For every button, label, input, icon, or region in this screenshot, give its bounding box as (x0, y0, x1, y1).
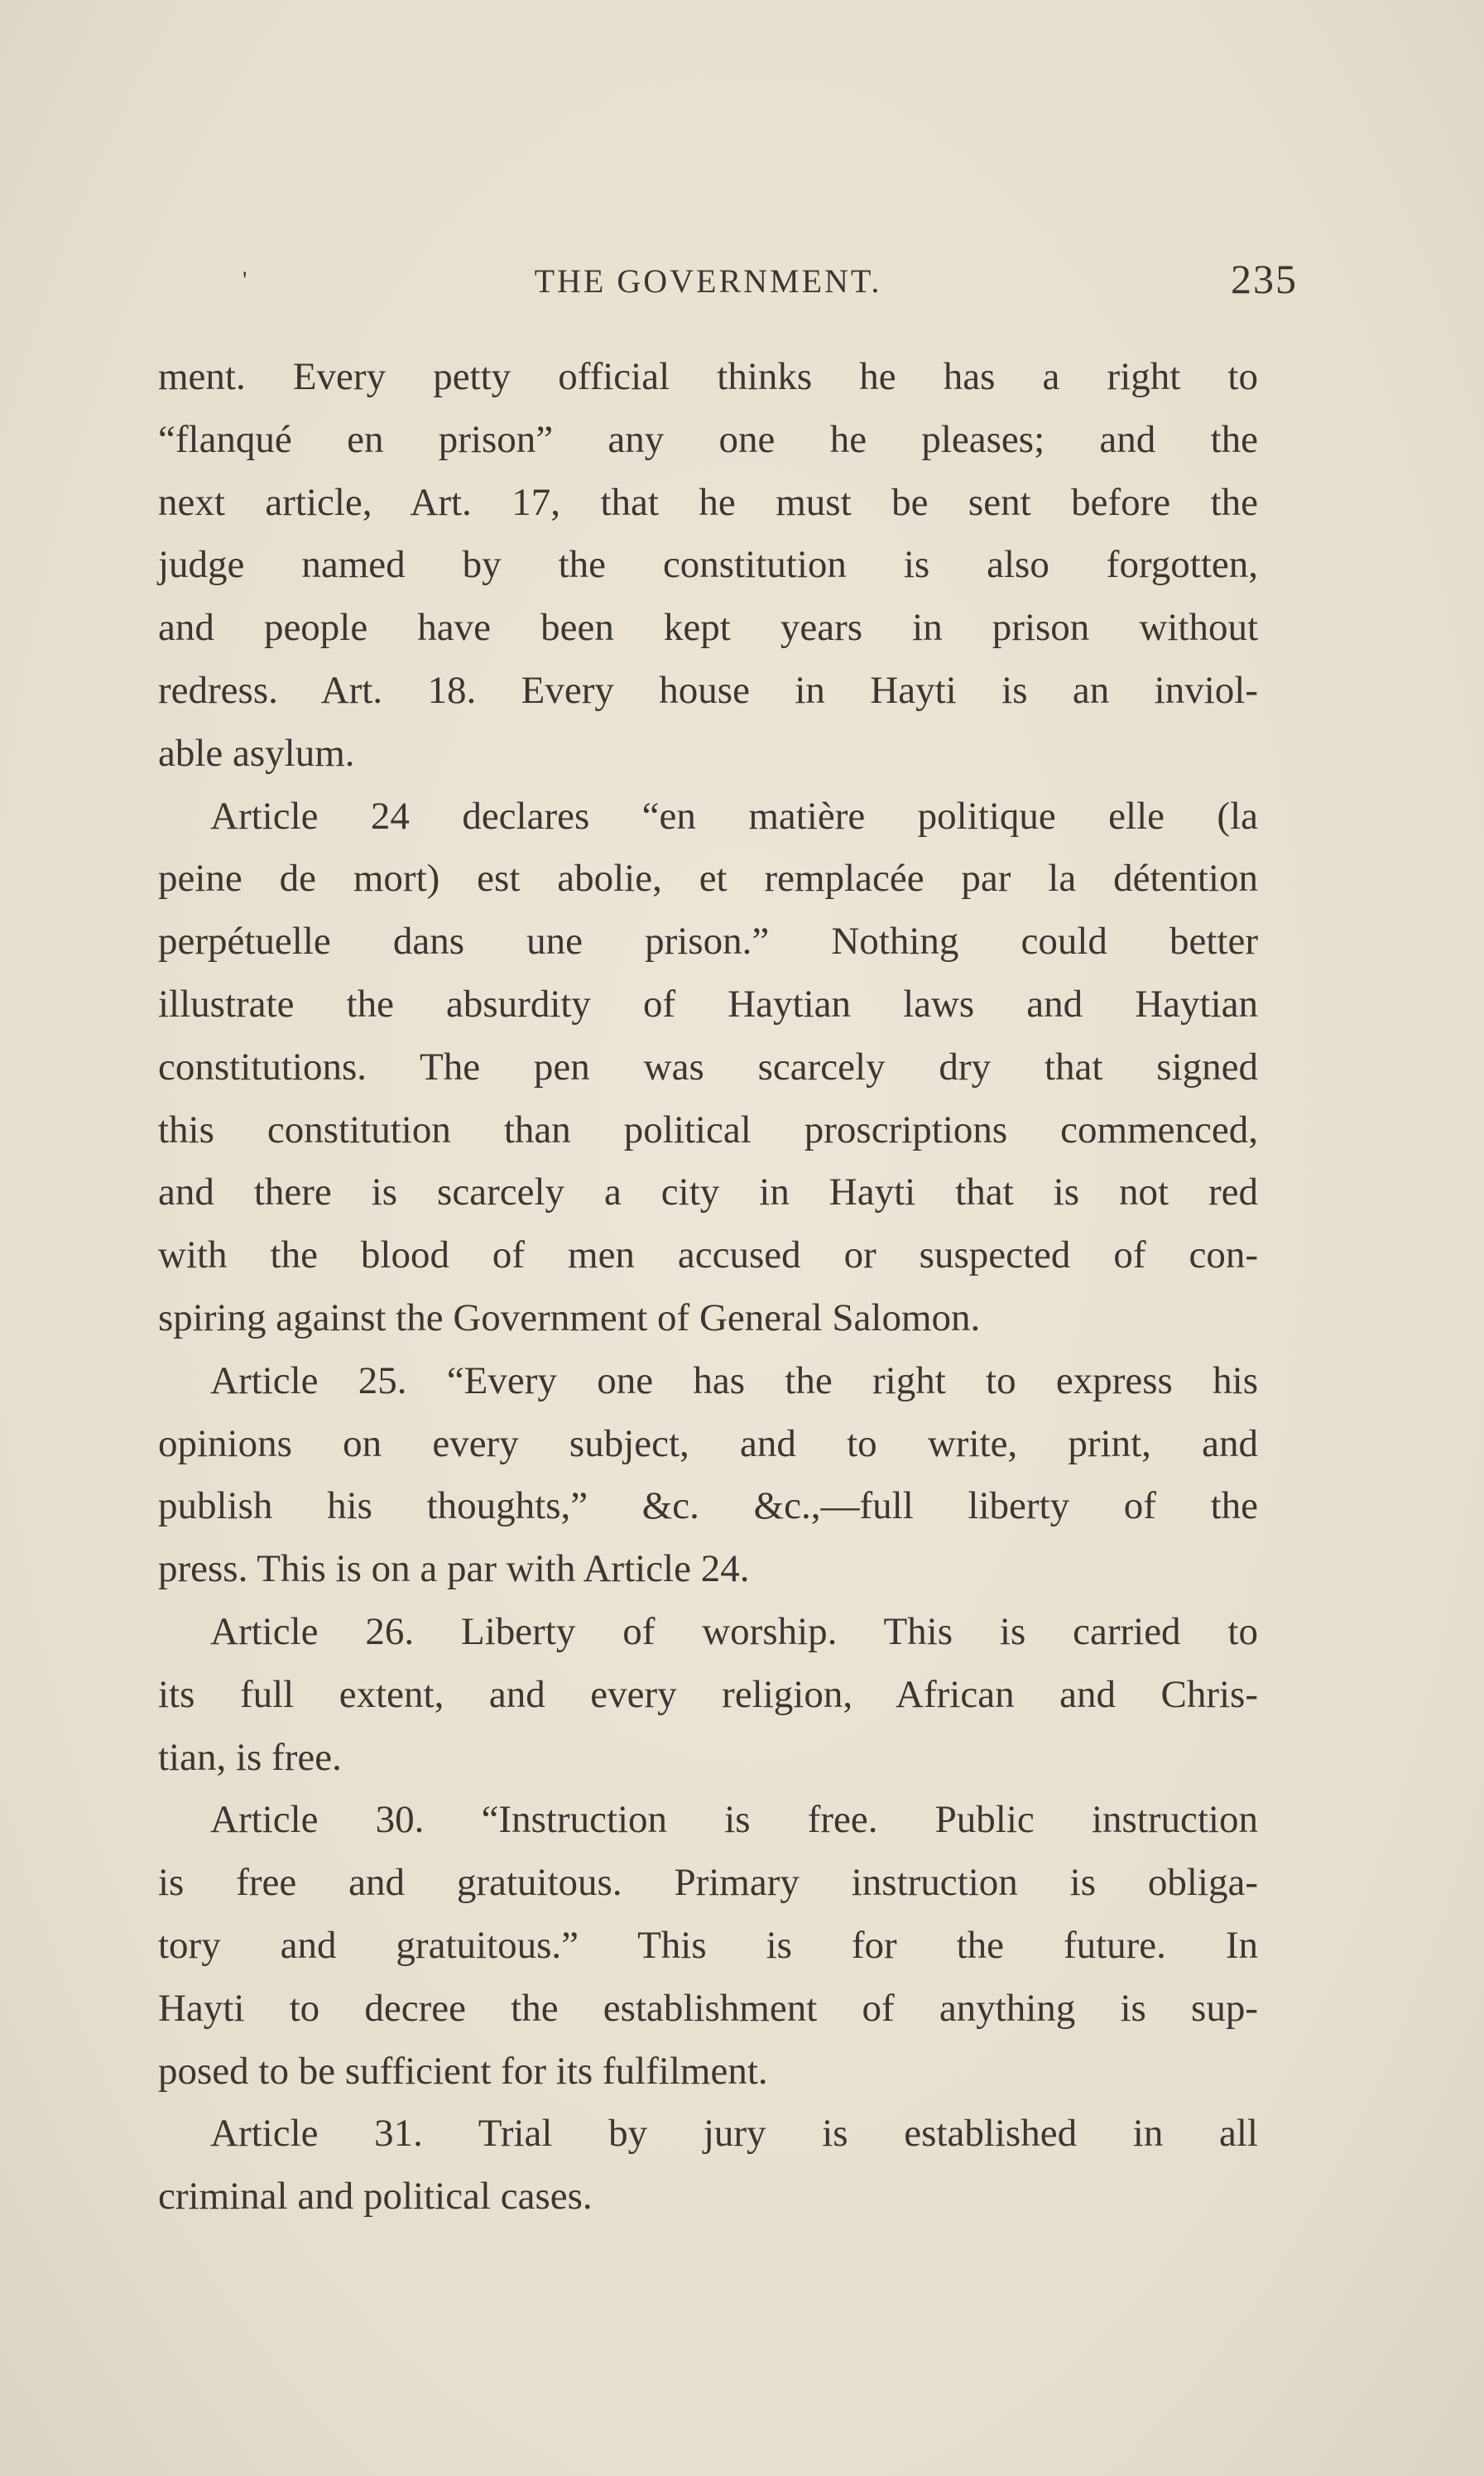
text-line: Article 25. “Every one has the right to express his (210, 1358, 1258, 1402)
text-line: opinions on every subject, and to write, print, and (158, 1421, 1258, 1465)
running-head (158, 255, 1298, 305)
body-text (158, 346, 1258, 2228)
text-line: Article 31. Trial by jury is established in all (210, 2112, 1258, 2156)
text-line: its full extent, and every religion, African and Chris- (158, 1672, 1258, 1716)
text-line: illustrate the absurdity of Haytian laws and Haytian (158, 982, 1258, 1026)
text-line: “flanqué en prison” any one he pleases; and the (158, 417, 1258, 461)
text-line: publish his thoughts,” &c. &c.,—full liberty of the (158, 1484, 1258, 1528)
text-line: judge named by the constitution is also forgotten, (158, 543, 1258, 587)
text-line: spiring against the Government of General Salomon. (158, 1296, 981, 1339)
text-line: Article 24 declares “en matière politique elle (la (210, 794, 1258, 838)
text-line: Article 30. “Instruction is free. Public instruction (210, 1798, 1258, 1842)
print-mark: ' (243, 267, 247, 294)
text-line: is free and gratuitous. Primary instruction is obliga- (158, 1861, 1258, 1905)
text-line: able asylum. (158, 731, 355, 775)
text-line: peine de mort) est abolie, et remplacée par la détention (158, 857, 1258, 901)
text-line: with the blood of men accused or suspected of con- (158, 1233, 1258, 1277)
text-line: tian, is free. (158, 1735, 342, 1779)
text-line: next article, Art. 17, that he must be sent before the (158, 480, 1258, 524)
text-line: ment. Every petty official thinks he has a right to (158, 355, 1258, 398)
text-line: criminal and political cases. (158, 2175, 593, 2219)
text-line: and people have been kept years in prison without (158, 606, 1258, 650)
text-line: perpétuelle dans une prison.” Nothing could better (158, 920, 1258, 964)
text-line: posed to be sufficient for its fulfilment. (158, 2049, 768, 2093)
text-line: press. This is on a par with Article 24. (158, 1547, 750, 1591)
page-number: 235 (1231, 256, 1298, 302)
text-line: Hayti to decree the establishment of anything is sup- (158, 1986, 1258, 2030)
text-line: constitutions. The pen was scarcely dry that signed (158, 1045, 1258, 1089)
chapter-title: THE GOVERNMENT. (534, 262, 882, 300)
text-line: tory and gratuitous.” This is for the future. In (158, 1923, 1258, 1967)
text-line: and there is scarcely a city in Hayti that is not red (158, 1171, 1258, 1214)
text-line: redress. Art. 18. Every house in Hayti is an inviol- (158, 668, 1258, 712)
text-line: Article 26. Liberty of worship. This is carried to (210, 1609, 1258, 1653)
text-line: this constitution than political proscriptions commenced, (158, 1108, 1258, 1151)
